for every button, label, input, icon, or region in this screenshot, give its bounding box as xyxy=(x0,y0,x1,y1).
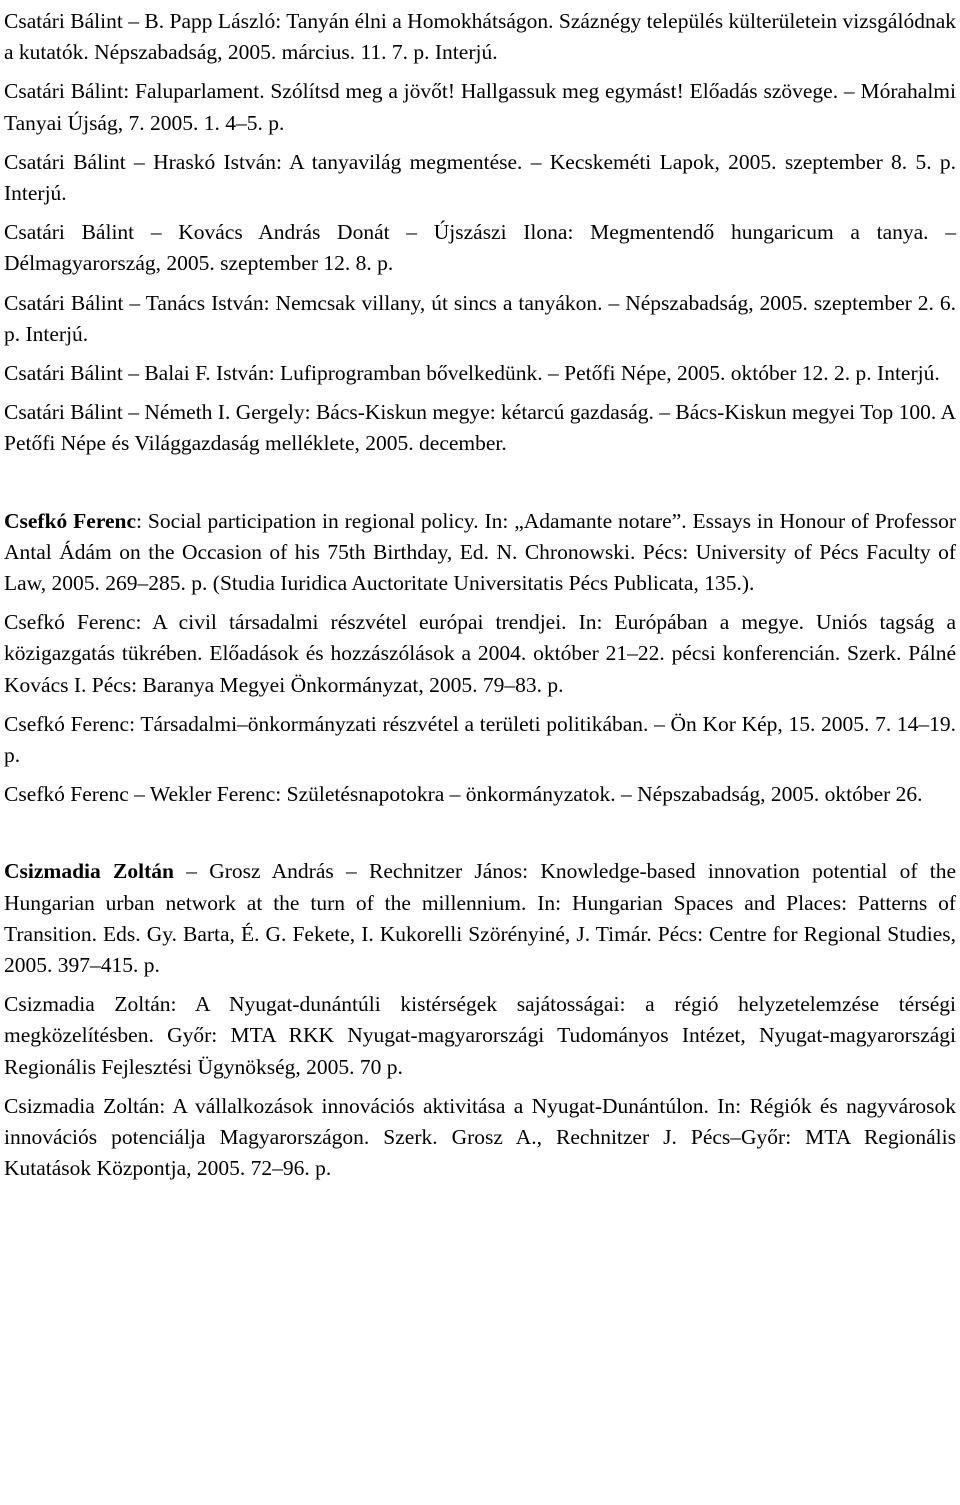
bibliography-entry xyxy=(4,856,956,981)
entry-text: : Social participation in regional policy. In: „Adamante notare”. Essays in Honour of Professor Antal Ádám on the Occasion of his 75th Birthday, Ed. N. Chronowski. Pécs: University of Pécs Faculty of Law, 2005. 269–285. p. (Studia Iuridica Auctoritate Universitatis Pécs Publicata, 135.). xyxy=(4,508,956,596)
bibliography-entry xyxy=(4,506,956,600)
entry-text: – Grosz András – Rechnitzer János: Knowledge-based innovation potential of the Hungarian urban network at the turn of the millennium. In: Hungarian Spaces and Places: Patterns of Transition. Eds. Gy. Barta, É. G. Fekete, I. Kukorelli Szörényiné, J. Timár. Pécs: Centre for Regional Studies, 2005. 397–415. p. xyxy=(4,859,957,978)
bibliography-entry: Csefkó Ferenc: A civil társadalmi részvétel európai trendjei. In: Európában a megye. Uniós tagság a közigazgatás tükrében. Előadások és hozzászólások a 2004. október 21–22. pécsi konferencián. Szerk. Pálné Kovács I. Pécs: Baranya Megyei Önkormányzat, 2005. 79–83. p. xyxy=(4,610,956,697)
bibliography-entry: Csizmadia Zoltán: A Nyugat-dunántúli kistérségek sajátosságai: a régió helyzetelemzése térségi megközelítésben. Győr: MTA RKK Nyugat-magyarországi Tudományos Intézet, Nyugat-magyarországi Regionális Fejlesztési Ügynökség, 2005. 70 p. xyxy=(4,992,956,1079)
bibliography-entry: Csizmadia Zoltán: A vállalkozások innovációs aktivitása a Nyugat-Dunántúlon. In: Régiók és nagyvárosok innovációs potenciálja Magyarországon. Szerk. Grosz A., Rechnitzer J. Pécs–Győr: MTA Regionális Kutatások Központja, 2005. 72–96. p. xyxy=(4,1093,956,1181)
bibliography-entry: Csatári Bálint – B. Papp László: Tanyán élni a Homokhátságon. Száznégy település külterületein vizsgálódnak a kutatók. Népszabadság, 2005. március. 11. 7. p. Interjú. xyxy=(4,9,956,65)
bibliography-entry: Csefkó Ferenc: Társadalmi–önkormányzati részvétel a területi politikában. – Ön Kor Kép, 15. 2005. 7. 14–19. p. xyxy=(4,711,956,768)
bibliography-entry: Csefkó Ferenc – Wekler Ferenc: Születésnapotokra – önkormányzatok. – Népszabadság, 2005. október 26. xyxy=(4,782,923,807)
bibliography-entry: Csatári Bálint – Tanács István: Nemcsak villany, út sincs a tanyákon. – Népszabadság, 2005. szeptember 2. 6. p. Interjú. xyxy=(4,290,956,346)
author-heading: Csizmadia Zoltán xyxy=(4,859,174,884)
entry-group-csatari xyxy=(4,6,956,460)
entry-group-csefko xyxy=(4,506,956,811)
bibliography-entry: Csatári Bálint – Hraskó István: A tanyavilág megmentése. – Kecskeméti Lapok, 2005. szeptember 8. 5. p. Interjú. xyxy=(4,149,956,206)
author-heading: Csefkó Ferenc xyxy=(4,508,137,533)
entry-group-csizmadia xyxy=(4,856,956,1184)
bibliography-entry: Csatári Bálint – Kovács András Donát – Újszászi Ilona: Megmentendő hungaricum a tanya. – Délmagyarország, 2005. szeptember 12. 8. p. xyxy=(4,220,956,276)
bibliography-entry: Csatári Bálint – Németh I. Gergely: Bács-Kiskun megye: kétarcú gazdaság. – Bács-Kiskun megyei Top 100. A Petőfi Népe és Világgazdaság melléklete, 2005. december. xyxy=(4,400,956,456)
bibliography-entry: Csatári Bálint – Balai F. István: Lufiprogramban bővelkedünk. – Petőfi Népe, 2005. október 12. 2. p. Interjú. xyxy=(4,361,940,386)
bibliography-entry: Csatári Bálint: Faluparlament. Szólítsd meg a jövőt! Hallgassuk meg egymást! Előadás szövege. – Mórahalmi Tanyai Újság, 7. 2005. 1. 4–5. p. xyxy=(4,79,956,135)
